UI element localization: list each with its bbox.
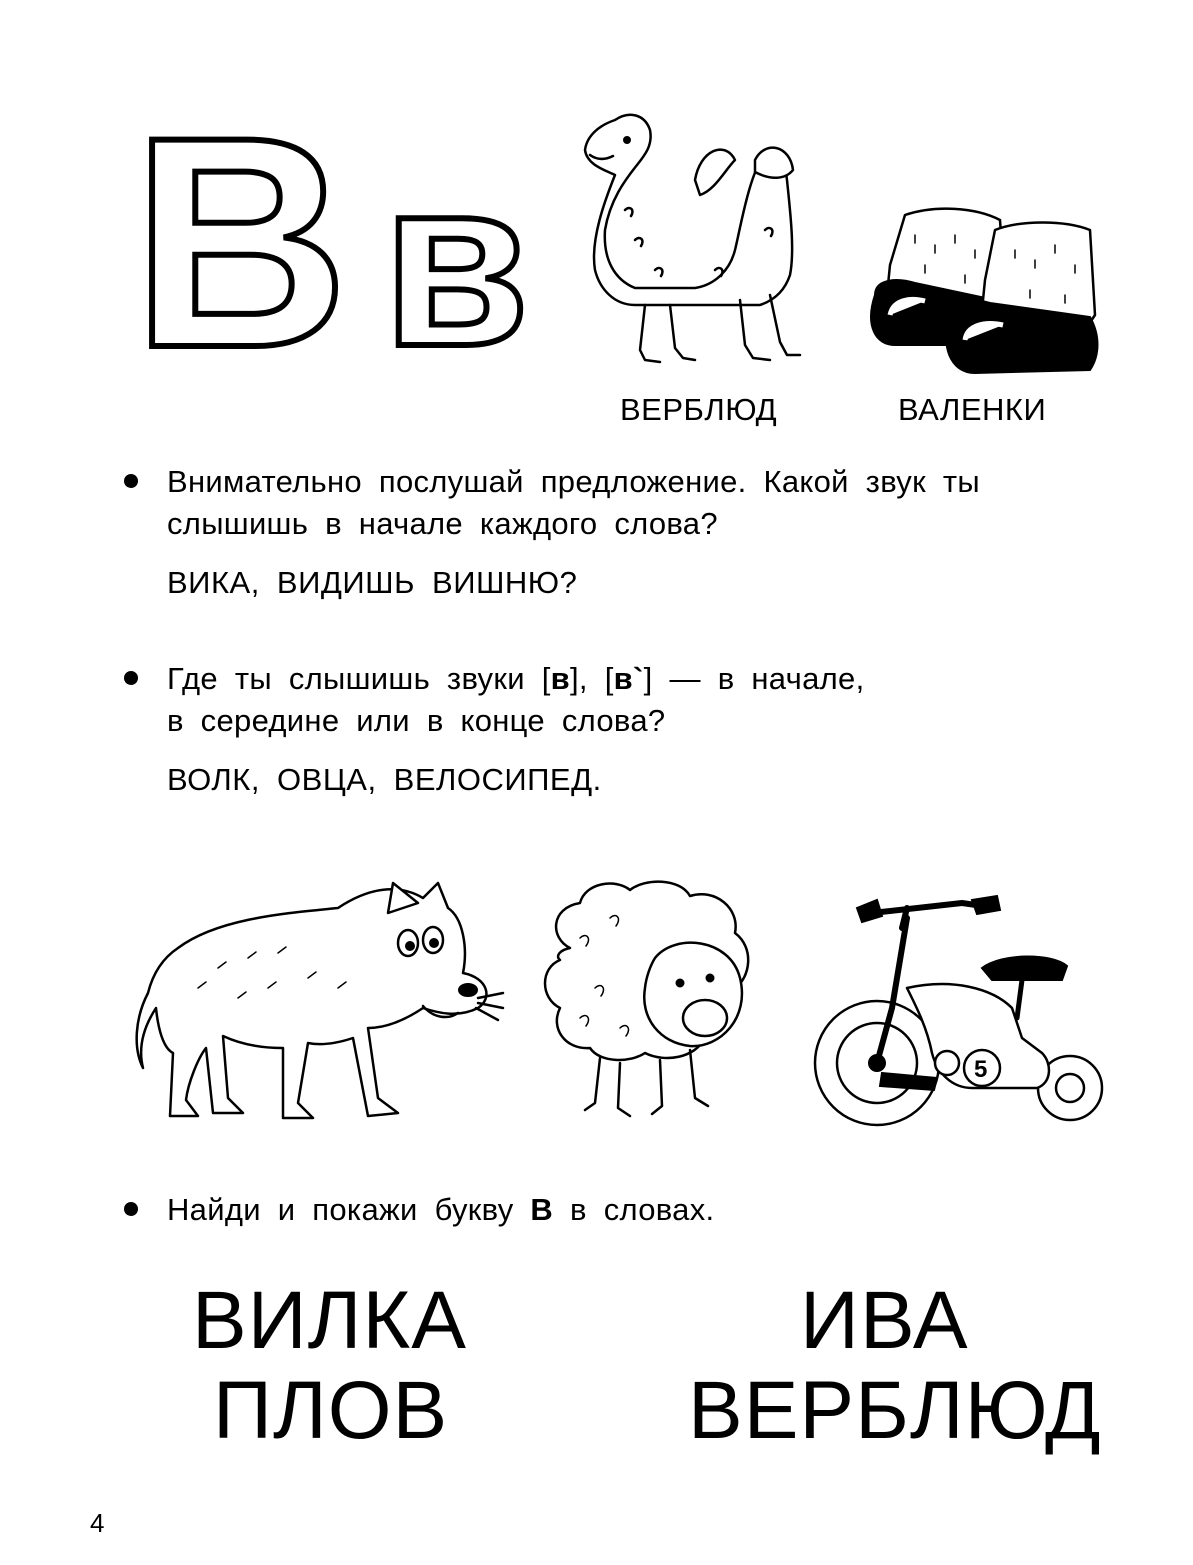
caption-camel: ВЕРБЛЮД	[620, 392, 778, 427]
task2-line1	[167, 658, 865, 700]
letter-uppercase: В	[132, 74, 349, 410]
bicycle-icon	[812, 888, 1112, 1138]
bullet-icon	[124, 671, 138, 685]
wolf-icon	[138, 878, 508, 1133]
word-iva: ИВА	[800, 1275, 969, 1366]
task1-sample: ВИКА, ВИДИШЬ ВИШНЮ?	[167, 565, 578, 600]
caption-felt-boots: ВАЛЕНКИ	[898, 392, 1047, 427]
word-vilka: ВИЛКА	[192, 1275, 467, 1366]
letter-lowercase: в	[382, 128, 530, 396]
task1-text	[167, 461, 980, 545]
task2-line1-part-c: ] — в начале,	[643, 661, 865, 696]
task1-line1: Внимательно послушай предложение. Какой звук ты	[167, 464, 980, 499]
camel-icon	[575, 110, 810, 385]
bullet-icon	[124, 1202, 138, 1216]
page-number: 4	[90, 1508, 105, 1538]
task3-text	[167, 1189, 714, 1231]
task1-line2: слышишь в начале каждого слова?	[167, 506, 718, 541]
bullet-icon	[124, 474, 138, 488]
task2-line1-part-b: ], [	[570, 661, 614, 696]
word-verblyud: ВЕРБЛЮД	[688, 1365, 1102, 1456]
svg-text:5: 5	[974, 1056, 988, 1083]
task2-text	[167, 658, 865, 742]
task2-line1-part-a: Где ты слышишь звуки [	[167, 661, 551, 696]
task3-text-part-b: в словах.	[553, 1192, 715, 1227]
felt-boots-icon	[855, 205, 1115, 390]
sound-v-hard: в	[550, 661, 571, 696]
word-plov: ПЛОВ	[213, 1365, 449, 1456]
sheep-icon	[540, 878, 760, 1123]
task2-sample: ВОЛК, ОВЦА, ВЕЛОСИПЕД.	[167, 762, 602, 797]
task3-text-part-a: Найди и покажи букву	[167, 1192, 531, 1227]
task3-letter: В	[530, 1192, 554, 1227]
task2-line2: в середине или в конце слова?	[167, 703, 666, 738]
sound-v-soft: в`	[613, 661, 644, 696]
